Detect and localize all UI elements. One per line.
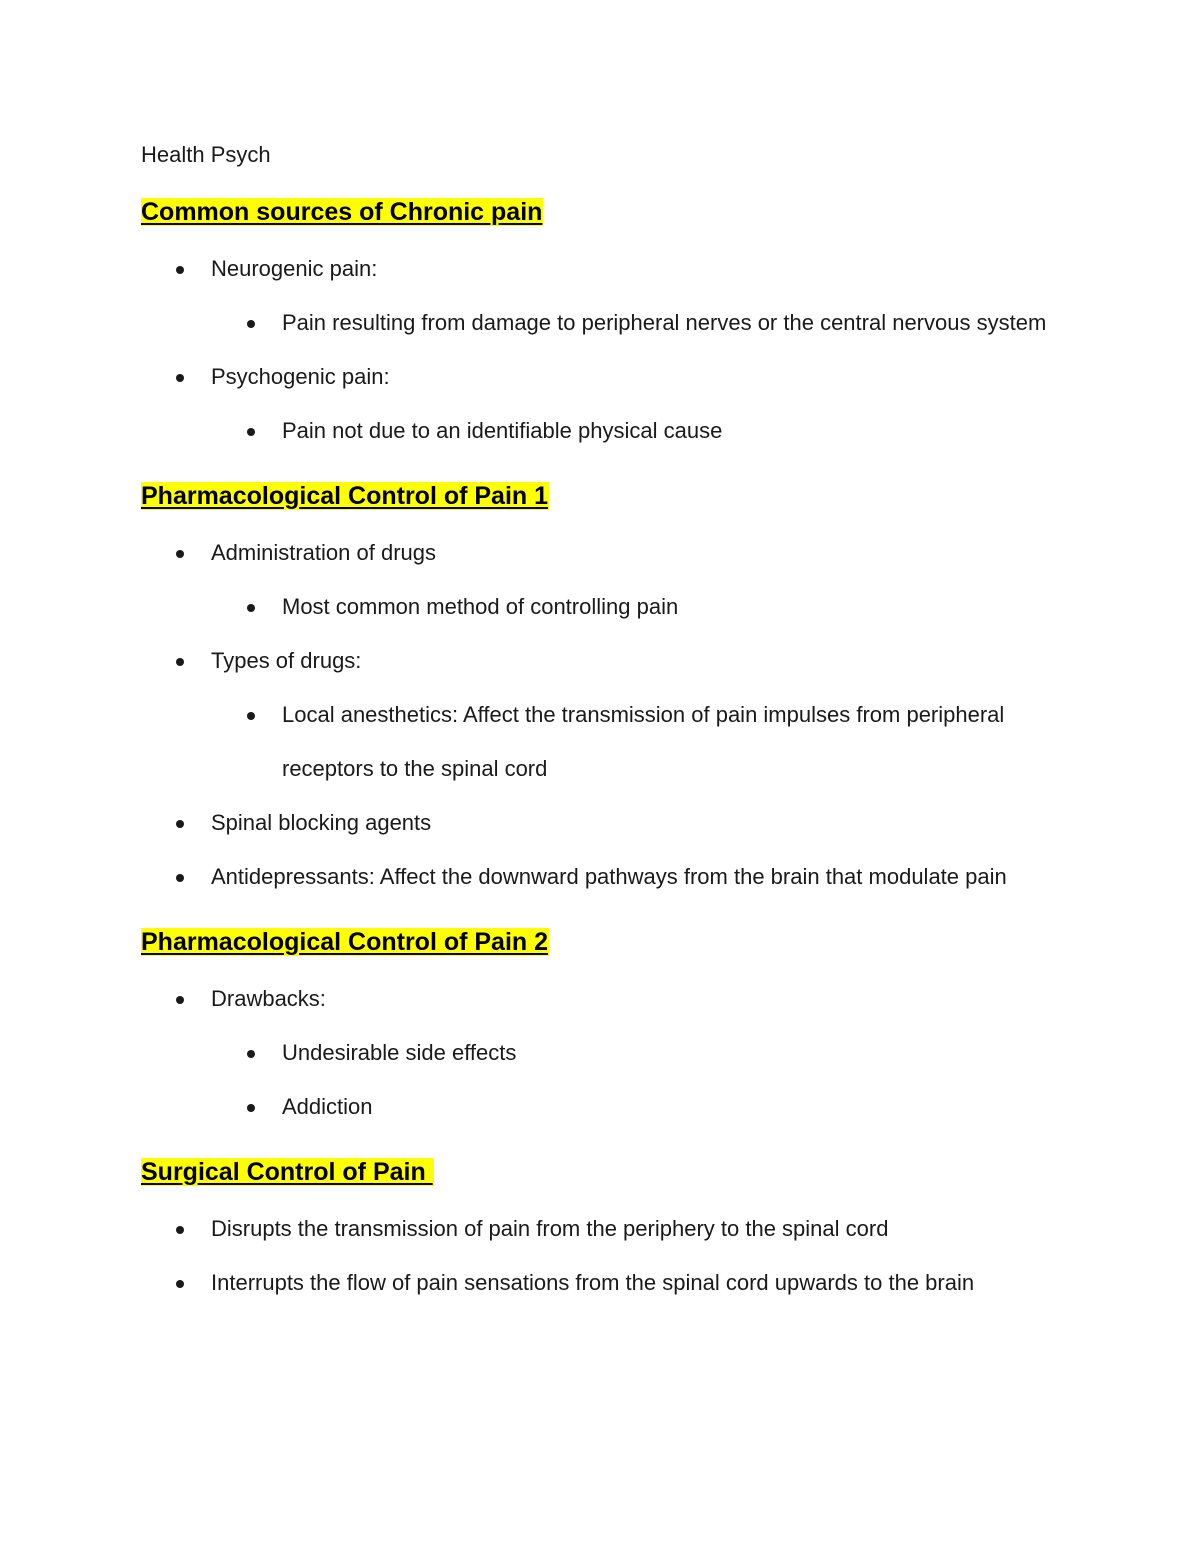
sub-list-item bbox=[141, 404, 1071, 458]
list-item bbox=[141, 526, 1071, 580]
list-item bbox=[141, 850, 1071, 904]
section bbox=[141, 926, 1071, 1134]
sub-bullet-list bbox=[141, 404, 1071, 458]
list-item-text: Most common method of controlling pain bbox=[282, 594, 679, 619]
bullet-list bbox=[141, 526, 1071, 904]
list-item-text: Antidepressants: Affect the downward pathways from the brain that modulate pain bbox=[211, 864, 1007, 889]
list-item bbox=[141, 634, 1071, 688]
list-item-text: Administration of drugs bbox=[211, 540, 436, 565]
list-item-text: Local anesthetics: Affect the transmission of pain impulses from peripheral receptors to the spinal cord bbox=[282, 702, 1005, 781]
bullet-icon bbox=[176, 874, 184, 882]
bullet-icon bbox=[176, 1280, 184, 1288]
bullet-icon bbox=[247, 1050, 255, 1058]
bullet-list bbox=[141, 242, 1071, 458]
section-heading-text: Pharmacological Control of Pain 1 bbox=[141, 482, 549, 510]
list-item bbox=[141, 1256, 1071, 1310]
bullet-icon bbox=[176, 658, 184, 666]
document-title: Health Psych bbox=[141, 142, 271, 167]
list-item-text: Disrupts the transmission of pain from the periphery to the spinal cord bbox=[211, 1216, 889, 1241]
list-item bbox=[141, 350, 1071, 404]
list-item bbox=[141, 972, 1071, 1026]
bullet-icon bbox=[176, 266, 184, 274]
list-item-text: Pain not due to an identifiable physical cause bbox=[282, 418, 723, 443]
bullet-icon bbox=[247, 1104, 255, 1112]
bullet-icon bbox=[176, 1226, 184, 1234]
list-item-text: Spinal blocking agents bbox=[211, 810, 432, 835]
list-item-text: Undesirable side effects bbox=[282, 1040, 517, 1065]
sub-list-item bbox=[141, 688, 1071, 796]
list-item-text: Pain resulting from damage to peripheral nerves or the central nervous system bbox=[282, 310, 1047, 335]
section bbox=[141, 1156, 1071, 1310]
list-item-text: Interrupts the flow of pain sensations from the spinal cord upwards to the brain bbox=[211, 1270, 975, 1295]
section-heading bbox=[141, 926, 1071, 958]
sub-list-item bbox=[141, 1026, 1071, 1080]
bullet-icon bbox=[176, 550, 184, 558]
document-body bbox=[141, 196, 1071, 1310]
sub-bullet-list bbox=[141, 688, 1071, 796]
sub-list-item bbox=[141, 1080, 1071, 1134]
list-item-text: Drawbacks: bbox=[211, 986, 326, 1011]
list-item bbox=[141, 796, 1071, 850]
document-page bbox=[141, 140, 1071, 1332]
bullet-list bbox=[141, 972, 1071, 1134]
section bbox=[141, 196, 1071, 458]
section-heading bbox=[141, 480, 1071, 512]
section-heading-text: Pharmacological Control of Pain 2 bbox=[141, 928, 549, 956]
sub-bullet-list bbox=[141, 580, 1071, 634]
list-item-text: Neurogenic pain: bbox=[211, 256, 378, 281]
list-item bbox=[141, 242, 1071, 296]
list-item-text: Addiction bbox=[282, 1094, 373, 1119]
bullet-icon bbox=[176, 374, 184, 382]
section bbox=[141, 480, 1071, 904]
bullet-icon bbox=[247, 428, 255, 436]
section-heading-text: Surgical Control of Pain bbox=[141, 1158, 433, 1186]
bullet-list bbox=[141, 1202, 1071, 1310]
section-heading bbox=[141, 1156, 1071, 1188]
list-item-text: Types of drugs: bbox=[211, 648, 362, 673]
bullet-icon bbox=[176, 820, 184, 828]
bullet-icon bbox=[247, 604, 255, 612]
bullet-icon bbox=[247, 320, 255, 328]
sub-bullet-list bbox=[141, 296, 1071, 350]
sub-list-item bbox=[141, 296, 1071, 350]
sub-list-item bbox=[141, 580, 1071, 634]
bullet-icon bbox=[247, 712, 255, 720]
bullet-icon bbox=[176, 996, 184, 1004]
section-heading-text: Common sources of Chronic pain bbox=[141, 198, 543, 226]
sub-bullet-list bbox=[141, 1026, 1071, 1134]
list-item-text: Psychogenic pain: bbox=[211, 364, 390, 389]
list-item bbox=[141, 1202, 1071, 1256]
section-heading bbox=[141, 196, 1071, 228]
